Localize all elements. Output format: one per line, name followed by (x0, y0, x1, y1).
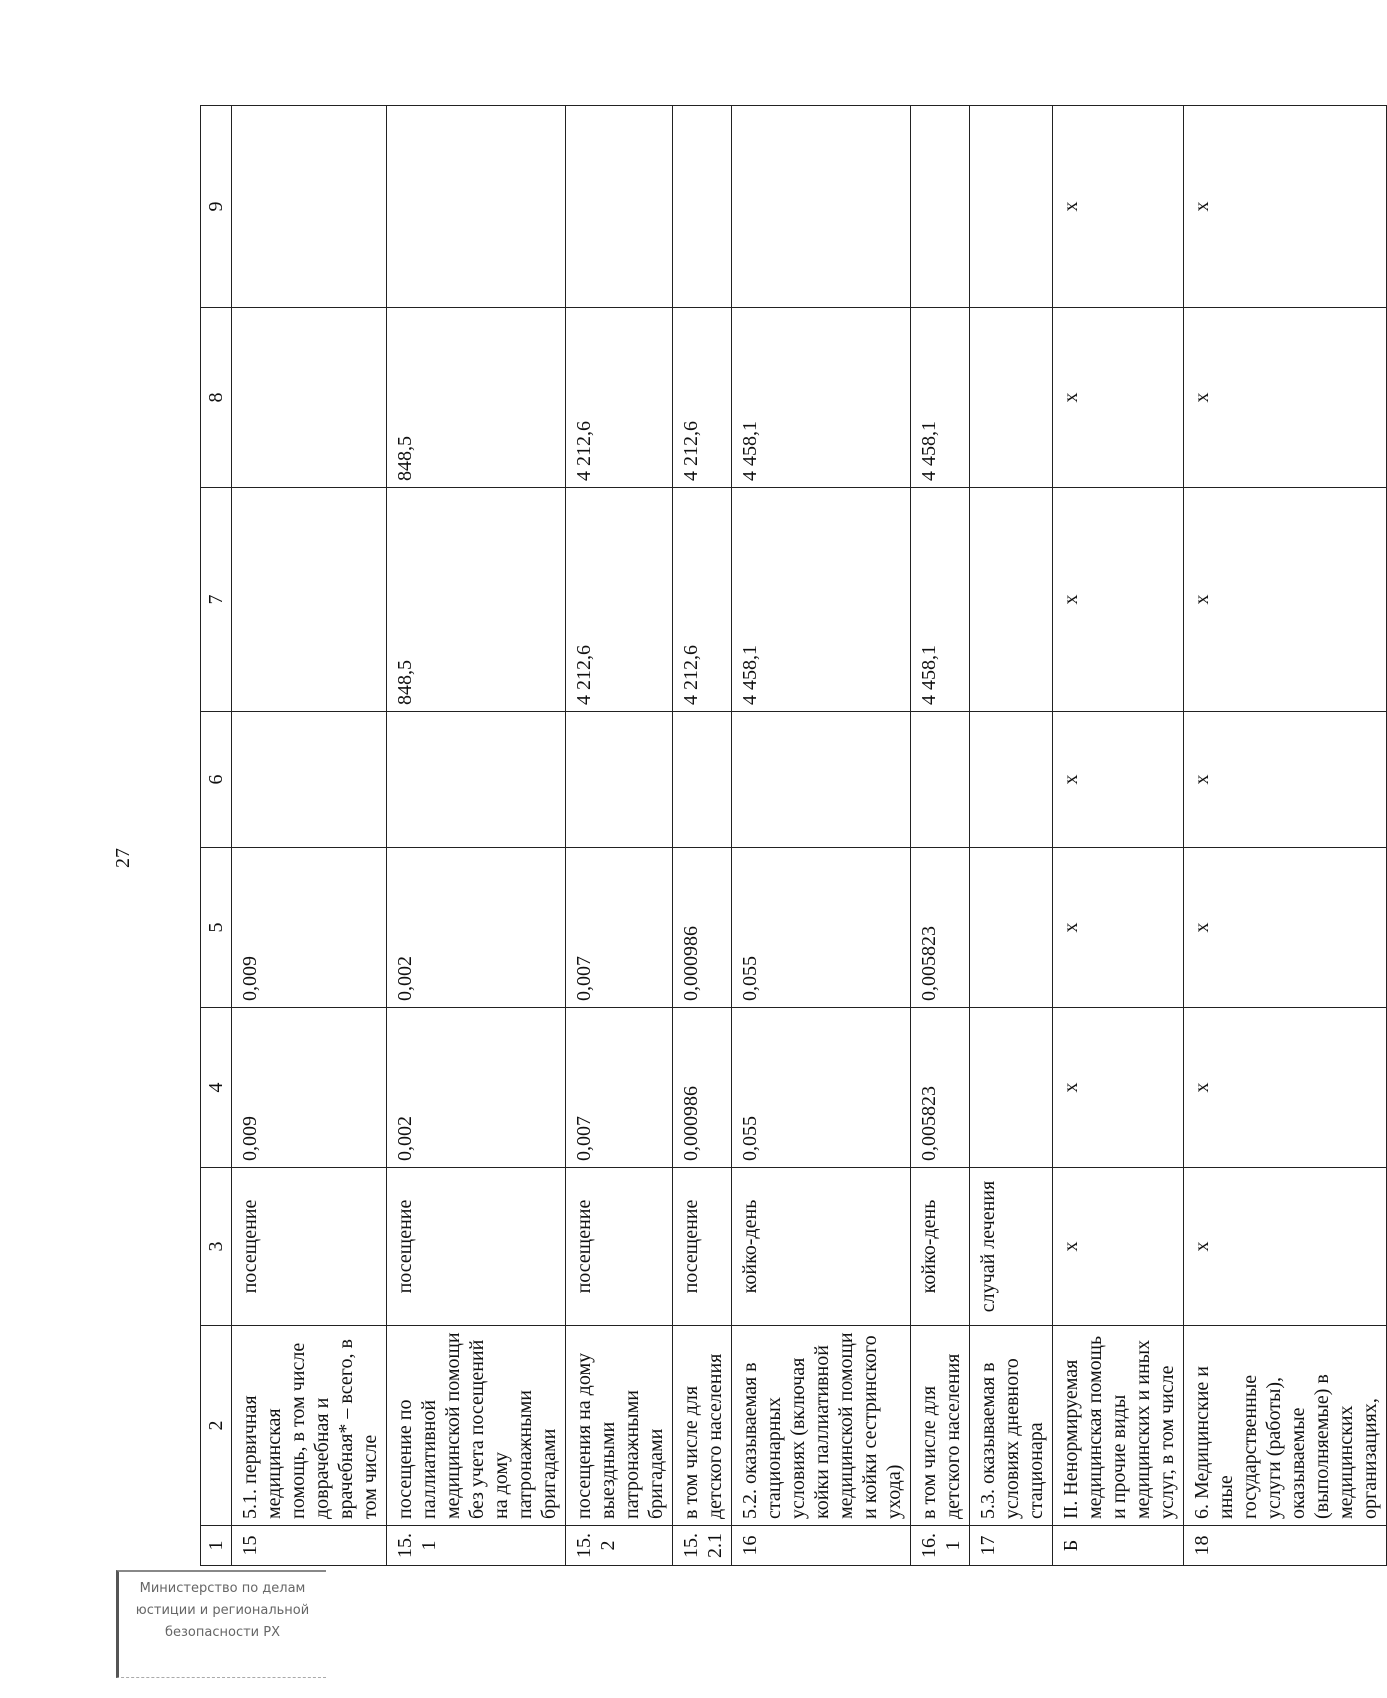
table-row (232, 106, 387, 1566)
row-value-cell-9 (566, 106, 673, 308)
row-value-cell-8 (232, 308, 387, 488)
row-value-cell-7 (970, 488, 1053, 712)
header-cell-2: 2 (201, 1326, 232, 1526)
row-value-cell-4: 0,055 (732, 1008, 911, 1168)
header-cell-3: 3 (201, 1168, 232, 1326)
row-value-cell-7: 4 458,1 (732, 488, 911, 712)
row-value-cell-4: 0,000986 (673, 1008, 732, 1168)
row-id-cell: 15.1 (387, 1526, 566, 1566)
header-cell-1: 1 (201, 1526, 232, 1566)
header-cell-9: 9 (201, 106, 232, 308)
row-name-cell: в том числе для детского населения (673, 1326, 732, 1526)
row-value-cell-5 (970, 848, 1053, 1008)
row-value-cell-6 (673, 712, 732, 848)
table-rotation-wrapper (200, 106, 1381, 1566)
stamp-line: безопасности РХ (165, 1625, 280, 1640)
row-value-cell-9 (387, 106, 566, 308)
table-row (387, 106, 566, 1566)
row-unit-cell: х (1053, 1168, 1184, 1326)
row-id-cell: 15.2 (566, 1526, 673, 1566)
row-value-cell-4: 0,002 (387, 1008, 566, 1168)
row-value-cell-6: х (1184, 712, 1387, 848)
row-value-cell-7: 4 212,6 (566, 488, 673, 712)
row-id-cell: 18 (1184, 1526, 1387, 1566)
row-unit-cell: посещение (387, 1168, 566, 1326)
table-row (1184, 106, 1387, 1566)
row-value-cell-5: х (1053, 848, 1184, 1008)
row-value-cell-4 (970, 1008, 1053, 1168)
stamp-line: юстиции и региональной (135, 1603, 310, 1618)
table-row (970, 106, 1053, 1566)
row-value-cell-7: 848,5 (387, 488, 566, 712)
row-id-cell: 16.1 (911, 1526, 970, 1566)
header-cell-5: 5 (201, 848, 232, 1008)
header-cell-4: 4 (201, 1008, 232, 1168)
row-value-cell-7: 4 458,1 (911, 488, 970, 712)
header-cell-6: 6 (201, 712, 232, 848)
row-value-cell-9 (970, 106, 1053, 308)
table-row (1053, 106, 1184, 1566)
row-value-cell-8: х (1184, 308, 1387, 488)
row-value-cell-6 (566, 712, 673, 848)
row-value-cell-5: 0,000986 (673, 848, 732, 1008)
row-name-cell: II. Ненормируемая медицинская помощь и прочие виды медицинских и иных услуг, в том числе (1053, 1326, 1184, 1526)
row-value-cell-7: х (1184, 488, 1387, 712)
row-value-cell-8: 4 458,1 (732, 308, 911, 488)
row-id-cell: 16 (732, 1526, 911, 1566)
row-value-cell-5: 0,055 (732, 848, 911, 1008)
row-unit-cell: посещение (673, 1168, 732, 1326)
data-table (200, 105, 1387, 1566)
table-row (673, 106, 732, 1566)
row-value-cell-8 (970, 308, 1053, 488)
row-name-cell: посещение по паллиативной медицинской помощи без учета посещений на дому патронажными бригадами (387, 1326, 566, 1526)
row-value-cell-5: х (1184, 848, 1387, 1008)
row-value-cell-4: 0,005823 (911, 1008, 970, 1168)
table-row (911, 106, 970, 1566)
row-id-cell: Б (1053, 1526, 1184, 1566)
row-unit-cell: посещение (566, 1168, 673, 1326)
row-unit-cell: койко-день (732, 1168, 911, 1326)
row-value-cell-4: х (1184, 1008, 1387, 1168)
row-value-cell-6: х (1053, 712, 1184, 848)
row-id-cell: 17 (970, 1526, 1053, 1566)
row-value-cell-5: 0,002 (387, 848, 566, 1008)
row-name-cell: 5.1. первичная медицинская помощь, в том числе доврачебная и врачебная* – всего, в том числе (232, 1326, 387, 1526)
row-value-cell-6 (970, 712, 1053, 848)
row-name-cell: посещения на дому выездными патронажными бригадами (566, 1326, 673, 1526)
table-row (566, 106, 673, 1566)
row-id-cell: 15 (232, 1526, 387, 1566)
row-value-cell-8: 4 212,6 (673, 308, 732, 488)
row-unit-cell: х (1184, 1168, 1387, 1326)
row-value-cell-8: 848,5 (387, 308, 566, 488)
row-unit-cell: койко-день (911, 1168, 970, 1326)
row-value-cell-6 (232, 712, 387, 848)
row-value-cell-7: 4 212,6 (673, 488, 732, 712)
row-id-cell: 15.2.1 (673, 1526, 732, 1566)
row-value-cell-5: 0,005823 (911, 848, 970, 1008)
row-name-cell: в том числе для детского населения (911, 1326, 970, 1526)
row-value-cell-7 (232, 488, 387, 712)
row-value-cell-6 (387, 712, 566, 848)
row-value-cell-4: х (1053, 1008, 1184, 1168)
header-cell-8: 8 (201, 308, 232, 488)
row-name-cell: 5.2. оказываемая в стационарных условиях (включая койки паллиативной медицинской помощи и койки сестринского ухода) (732, 1326, 911, 1526)
row-value-cell-8: х (1053, 308, 1184, 488)
row-value-cell-4: 0,009 (232, 1008, 387, 1168)
row-value-cell-5: 0,007 (566, 848, 673, 1008)
row-value-cell-6 (732, 712, 911, 848)
row-value-cell-9: х (1184, 106, 1387, 308)
stamp-line: Министерство по делам (139, 1581, 306, 1596)
row-name-cell: 6. Медицинские и иные государственные услуги (работы), оказываемые (выполняемые) в медицинских организациях, (1184, 1326, 1387, 1526)
row-value-cell-8: 4 212,6 (566, 308, 673, 488)
row-value-cell-9 (732, 106, 911, 308)
header-row (201, 106, 232, 1566)
row-value-cell-7: х (1053, 488, 1184, 712)
row-unit-cell: посещение (232, 1168, 387, 1326)
row-unit-cell: случай лечения (970, 1168, 1053, 1326)
row-value-cell-9: х (1053, 106, 1184, 308)
row-value-cell-4: 0,007 (566, 1008, 673, 1168)
row-value-cell-9 (673, 106, 732, 308)
table-row (732, 106, 911, 1566)
row-value-cell-5: 0,009 (232, 848, 387, 1008)
row-name-cell: 5.3. оказываемая в условиях дневного стационара (970, 1326, 1053, 1526)
row-value-cell-6 (911, 712, 970, 848)
header-cell-7: 7 (201, 488, 232, 712)
row-value-cell-9 (911, 106, 970, 308)
row-value-cell-8: 4 458,1 (911, 308, 970, 488)
page-number: 27 (112, 848, 134, 868)
row-value-cell-9 (232, 106, 387, 308)
ministry-stamp (116, 1570, 326, 1678)
